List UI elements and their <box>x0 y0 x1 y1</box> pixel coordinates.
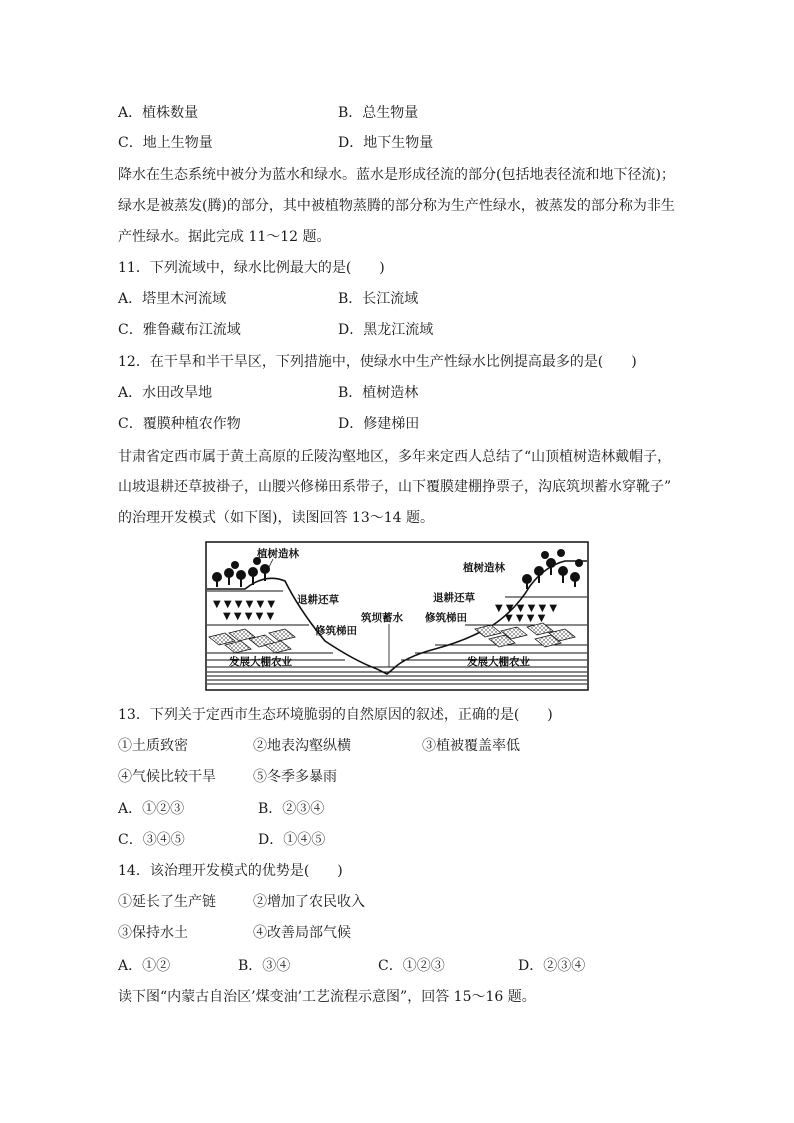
q14-item-1: ①延长了生产链 <box>118 894 216 910</box>
q10-option-c: C．地上生物量 <box>118 135 213 151</box>
valley-cross-section-figure <box>205 541 589 691</box>
q14-stem: 14．该治理开发模式的优势是( ) <box>118 863 343 879</box>
q13-option-d: D．①④⑤ <box>258 832 326 848</box>
q10-option-a: A．植株数量 <box>118 105 199 121</box>
passage1-line1: 降水在生态系统中被分为蓝水和绿水。蓝水是形成径流的部分(包括地表径流和地下径流)； <box>118 167 675 183</box>
svg-text:▼ ▼ ▼ ▼ ▼: ▼ ▼ ▼ ▼ ▼ <box>223 611 275 622</box>
passage1-line3: 产性绿水。据此完成 11～12 题。 <box>118 229 331 245</box>
q11-option-b: B．长江流域 <box>338 291 419 307</box>
label-left-terrace: 修筑梯田 <box>315 625 357 637</box>
q14-item-4: ④改善局部气候 <box>253 925 351 941</box>
q14-option-c: C．①②③ <box>378 958 445 974</box>
q13-item-1: ①土质致密 <box>118 738 188 754</box>
label-right-afforest: 植树造林 <box>463 562 505 574</box>
passage3-line1: 读下图“内蒙古自治区’煤变油’工艺流程示意图”，回答 15～16 题。 <box>118 989 536 1005</box>
q12-option-a: A．水田改旱地 <box>118 385 213 401</box>
q12-option-b: B．植树造林 <box>338 385 419 401</box>
q14-option-a: A．①② <box>118 958 171 974</box>
q13-item-3: ③植被覆盖率低 <box>422 738 520 754</box>
passage2-line3: 的治理开发模式（如下图)，读图回答 13～14 题。 <box>118 510 434 526</box>
label-right-greenhouse: 发展大棚农业 <box>467 656 530 668</box>
label-left-afforest: 植树造林 <box>257 548 299 560</box>
q11-option-a: A．塔里木河流域 <box>118 291 227 307</box>
q10-option-d: D．地下生物量 <box>338 135 434 151</box>
q13-stem: 13．下列关于定西市生态环境脆弱的自然原因的叙述，正确的是( ) <box>118 707 553 723</box>
q13-option-c: C．③④⑤ <box>118 832 185 848</box>
q12-stem: 12．在干旱和半干旱区，下列措施中，使绿水中生产性绿水比例提高最多的是( ) <box>118 354 637 370</box>
svg-text:▼ ▼ ▼ ▼: ▼ ▼ ▼ ▼ <box>505 613 546 624</box>
q13-option-a: A．①②③ <box>118 801 185 817</box>
q14-item-2: ②增加了农民收入 <box>253 894 365 910</box>
q12-option-c: C．覆膜种植农作物 <box>118 416 241 432</box>
svg-text:▼ ▼ ▼ ▼ ▼ ▼: ▼ ▼ ▼ ▼ ▼ ▼ <box>213 599 276 610</box>
q12-option-d: D．修建梯田 <box>338 416 420 432</box>
q14-item-3: ③保持水土 <box>118 925 188 941</box>
label-left-greenhouse: 发展大棚农业 <box>229 656 292 668</box>
label-right-terrace: 修筑梯田 <box>425 612 467 624</box>
label-right-grass: 退耕还草 <box>433 592 475 604</box>
q11-option-c: C．雅鲁藏布江流域 <box>118 322 241 338</box>
q14-option-d: D．②③④ <box>518 958 586 974</box>
q10-option-b: B．总生物量 <box>338 105 419 121</box>
q13-item-4: ④气候比较干旱 <box>118 769 216 785</box>
q11-option-d: D．黑龙江流域 <box>338 322 434 338</box>
label-dam: 筑坝蓄水 <box>361 612 403 624</box>
passage1-line2: 绿水是被蒸发(腾)的部分，其中被植物蒸腾的部分称为生产性绿水，被蒸发的部分称为非生 <box>118 198 675 214</box>
left-grass-marks <box>213 599 275 622</box>
q13-item-2: ②地表沟壑纵横 <box>253 738 351 754</box>
q13-item-5: ⑤冬季多暴雨 <box>253 769 337 785</box>
label-left-grass: 退耕还草 <box>297 594 339 606</box>
q13-option-b: B．②③④ <box>258 801 325 817</box>
svg-text:▼ ▼ ▼ ▼ ▼ ▼: ▼ ▼ ▼ ▼ ▼ ▼ <box>495 603 558 614</box>
passage2-line2: 山坡退耕还草披褂子，山腰兴修梯田系带子，山下覆膜建棚挣票子，沟底筑坝蓄水穿靴子” <box>118 479 672 495</box>
governance-model-diagram <box>205 541 589 691</box>
q11-stem: 11．下列流域中，绿水比例最大的是( ) <box>118 260 385 276</box>
q14-option-b: B．③④ <box>238 958 291 974</box>
passage2-line1: 甘肃省定西市属于黄土高原的丘陵沟壑地区，多年来定西人总结了“山顶植树造林戴帽子， <box>118 449 672 465</box>
